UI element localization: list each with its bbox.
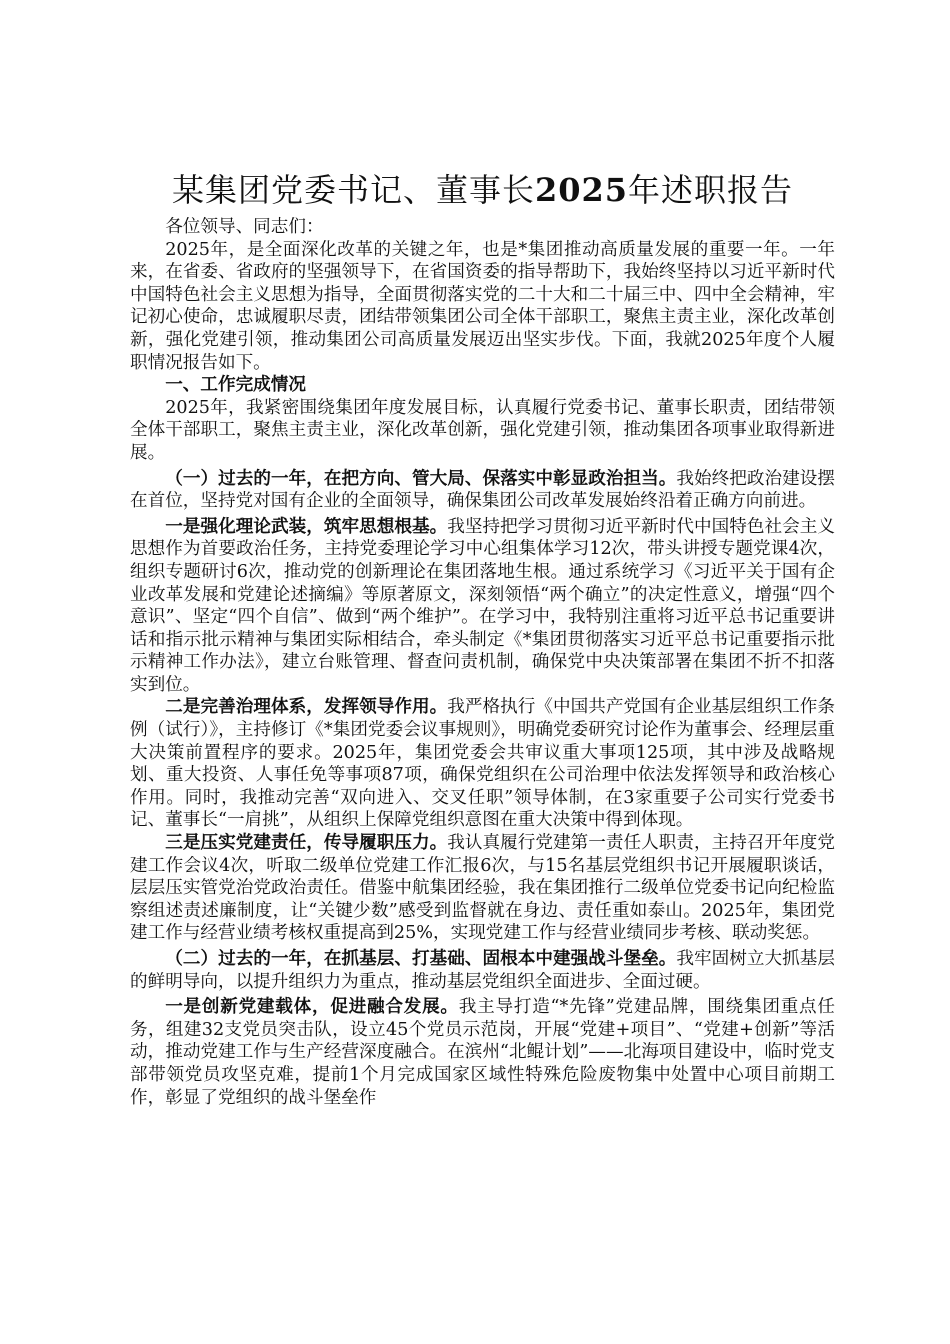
subsection-1-paragraph xyxy=(130,468,835,513)
subsection-1-text: 我始终把政治建设摆在首位，坚持党对国有企业的全面领导，确保集团公司改革发展始终沿着正确方向前进。 xyxy=(130,468,835,512)
intro-paragraph: 2025年，是全面深化改革的关键之年，也是*集团推动高质量发展的重要一年。一年来，在省委、省政府的坚强领导下，在省国资委的指导帮助下，我始终坚持以习近平新时代中国特色社会主义思想为指导，全面贯彻落实党的二十大和二十届三中、四中全会精神，牢记初心使命，忠诚履职尽责，团结带领集团公司全体干部职工，聚焦主责主业，深化改革创新，强化党建引领，推动集团公司高质量发展迈出坚实步伐。下面，我就2025年度个人履职情况报告如下。 xyxy=(130,239,835,373)
item-4-paragraph xyxy=(130,996,835,1109)
item-1-text: 我坚持把学习贯彻习近平新时代中国特色社会主义思想作为首要政治任务，主持党委理论学习中心组集体学习12次，带头讲授专题党课4次，组织专题研讨6次，推动党的创新理论在集团落地生根。通过系统学习《习近平关于国有企业改革发展和党建论述摘编》等原著原文，深刻领悟“两个确立”的决定性意义，增强“四个意识”、坚定“四个自信”、做到“两个维护”。在学习中，我特别注重将习近平总书记重要讲话和指示批示精神与集团实际相结合，牵头制定《*集团贯彻落实习近平总书记重要指示批示精神工作办法》，建立台账管理、督查问责机制，确保党中央决策部署在集团不折不扣落实到位。 xyxy=(130,516,835,695)
section-intro-paragraph: 2025年，我紧密围绕集团年度发展目标，认真履行党委书记、董事长职责，团结带领全体干部职工，聚焦主责主业，深化改革创新，强化党建引领，推动集团各项事业取得新进展。 xyxy=(130,397,835,463)
item-1-paragraph xyxy=(130,516,835,697)
subsection-1-lead: （一）过去的一年，在把方向、管大局、保落实中彰显政治担当。 xyxy=(165,467,677,489)
document-title xyxy=(130,168,835,212)
title-year: 2025 xyxy=(534,171,629,209)
item-3-text: 我认真履行党建第一责任人职责，主持召开年度党建工作会议4次，听取二级单位党建工作汇报6次，与15名基层党组织书记开展履职谈话，层层压实管党治党政治责任。借鉴中航集团经验，我在集团推行二级单位党委书记向纪检监察组述责述廉制度，让“关键少数”感受到监督就在身边、责任重如泰山。2025年，集团党建工作与经营业绩考核权重提高到25%，实现党建工作与经营业绩同步考核、联动奖惩。 xyxy=(130,833,835,944)
item-2-lead: 二是完善治理体系，发挥领导作用。 xyxy=(165,696,448,718)
subsection-2-lead: （二）过去的一年，在抓基层、打基础、固根本中建强战斗堡垒。 xyxy=(165,948,677,969)
title-prefix: 某集团党委书记、董事长 xyxy=(171,171,535,209)
greeting: 各位领导、同志们： xyxy=(165,217,324,237)
subsection-2-paragraph xyxy=(130,948,835,993)
title-suffix: 年述职报告 xyxy=(628,171,794,209)
item-4-lead: 一是创新党建载体，促进融合发展。 xyxy=(165,996,459,1018)
subsection-2-text: 我牢固树立大抓基层的鲜明导向，以提升组织力为重点，推动基层党组织全面进步、全面过硬。 xyxy=(130,949,835,992)
item-3-paragraph xyxy=(130,832,835,945)
item-2-paragraph xyxy=(130,696,835,832)
item-1-lead: 一是强化理论武装，筑牢思想根基。 xyxy=(165,515,448,537)
item-4-text: 我主导打造“*先锋”党建品牌，围绕集团重点任务，组建32支党员突击队，设立45个党员示范岗，开展“党建+项目”、“党建+创新”等活动，推动党建工作与生产经营深度融合。在滨州“北鲲计划”——北海项目建设中，临时党支部带领党员攻坚克难，提前1个月完成国家区域性特殊危险废物集中处置中心项目前期工作，彰显了党组织的战斗堡垒作 xyxy=(130,997,835,1108)
item-3-lead: 三是压实党建责任，传导履职压力。 xyxy=(165,832,448,854)
section-heading-work: 一、工作完成情况 xyxy=(165,374,306,396)
item-2-text: 我严格执行《中国共产党国有企业基层组织工作条例（试行）》，主持修订《*集团党委会议事规则》，明确党委研究讨论作为董事会、经理层重大决策前置程序的要求。2025年，集团党委会共审议重大事项125项，其中涉及战略规划、重大投资、人事任免等事项87项，确保党组织在公司治理中依法发挥领导和政治核心作用。同时，我推动完善“双向进入、交叉任职”领导体制，在3家重要子公司实行党委书记、董事长“一肩挑”，从组织上保障党组织意图在重大决策中得到体现。 xyxy=(130,697,835,831)
